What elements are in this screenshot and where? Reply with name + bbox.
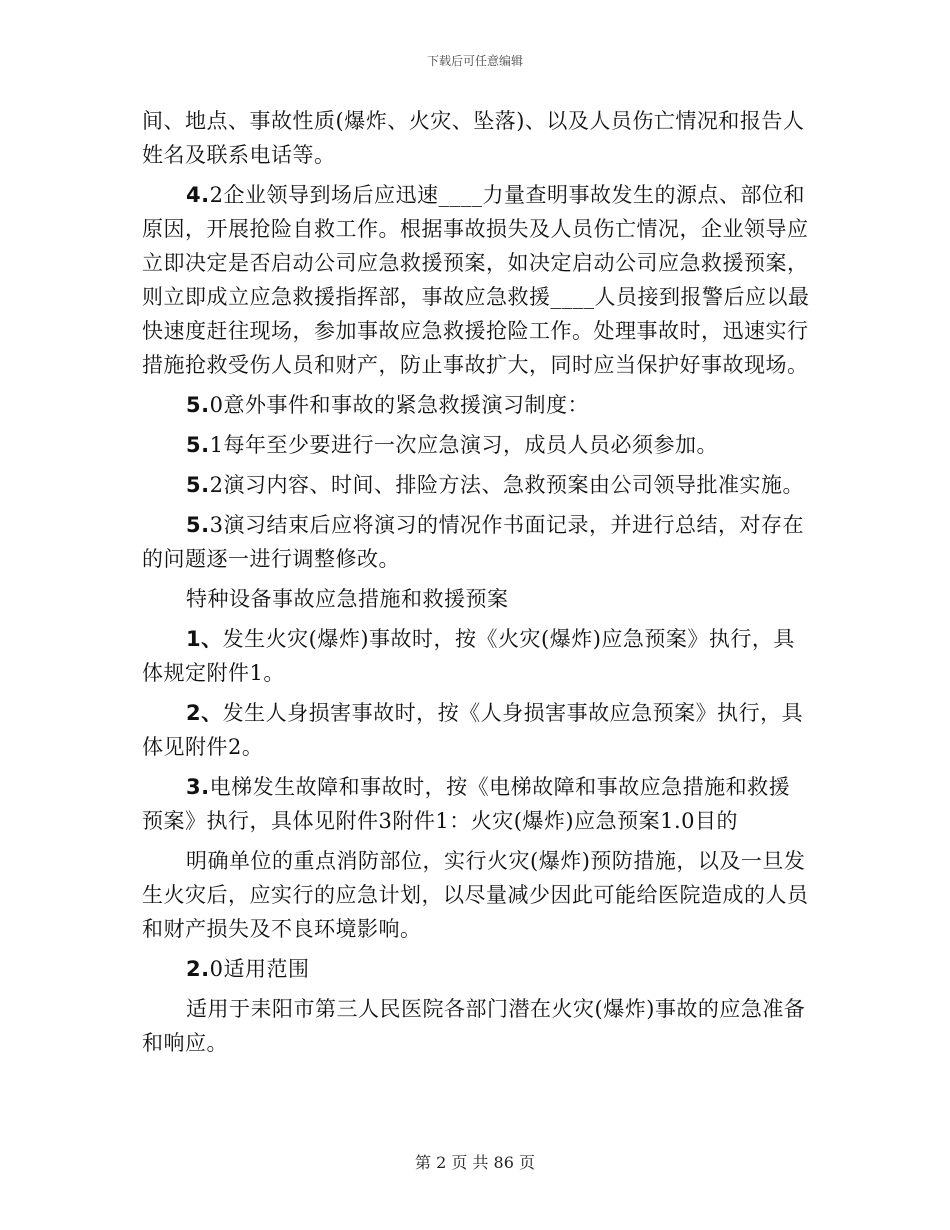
- paragraph-7: 特种设备事故应急措施和救援预案: [186, 587, 509, 611]
- paragraph-10: 3.电梯发生故障和事故时，按《电梯故障和事故应急措施和救援预案》执行，具体见附件3附件1：火灾(爆炸)应急预案1.0目的: [142, 775, 791, 833]
- paragraph-9: 2、发生人身损害事故时，按《人身损害事故应急预案》执行，具体见附件2。: [142, 701, 804, 759]
- page-footer: 第 2 页 共 86 页: [415, 1153, 535, 1172]
- paragraph-2: 4.2企业领导到场后应迅速____力量查明事故发生的源点、部位和原因，开展抢险自救工作。根据事故损失及人员伤亡情况，企业领导应立即决定是否启动公司应急救援预案，如决定启动公司应急救援预案，则立即成立应急救援指挥部，事故应急救援____人员接到报警后应以最快速度赶往现场，参加事故应急救援抢险工作。处理事故时，迅速实行措施抢救受伤人员和财产，防止事故扩大，同时应当保护好事故现场。: [142, 183, 810, 377]
- paragraph-6: 5.3演习结束后应将演习的情况作书面记录，并进行总结，对存在的问题逐一进行调整修改。: [142, 513, 804, 571]
- page-header: 下载后可任意编辑: [426, 54, 523, 68]
- paragraph-1: 间、地点、事故性质(爆炸、火灾、坠落)、以及人员伤亡情况和报告人姓名及联系电话等。: [142, 109, 805, 167]
- paragraph-8: 1、发生火灾(爆炸)事故时，按《火灾(爆炸)应急预案》执行，具体规定附件1。: [142, 627, 795, 685]
- paragraph-3: 5.0意外事件和事故的紧急救援演习制度：: [186, 393, 589, 417]
- paragraph-11: 明确单位的重点消防部位，实行火灾(爆炸)预防措施，以及一旦发生火灾后，应实行的应急计划，以尽量减少因此可能给医院造成的人员和财产损失及不良环境影响。: [142, 849, 809, 941]
- paragraph-12: 2.0适用范围: [186, 957, 310, 981]
- document-body: [142, 104, 810, 1066]
- paragraph-13: 适用于耒阳市第三人民医院各部门潜在火灾(爆炸)事故的应急准备和响应。: [142, 997, 806, 1055]
- paragraph-4: 5.1每年至少要进行一次应急演习，成员人员必须参加。: [186, 433, 718, 457]
- paragraph-5: 5.2演习内容、时间、排险方法、急救预案由公司领导批准实施。: [186, 473, 804, 497]
